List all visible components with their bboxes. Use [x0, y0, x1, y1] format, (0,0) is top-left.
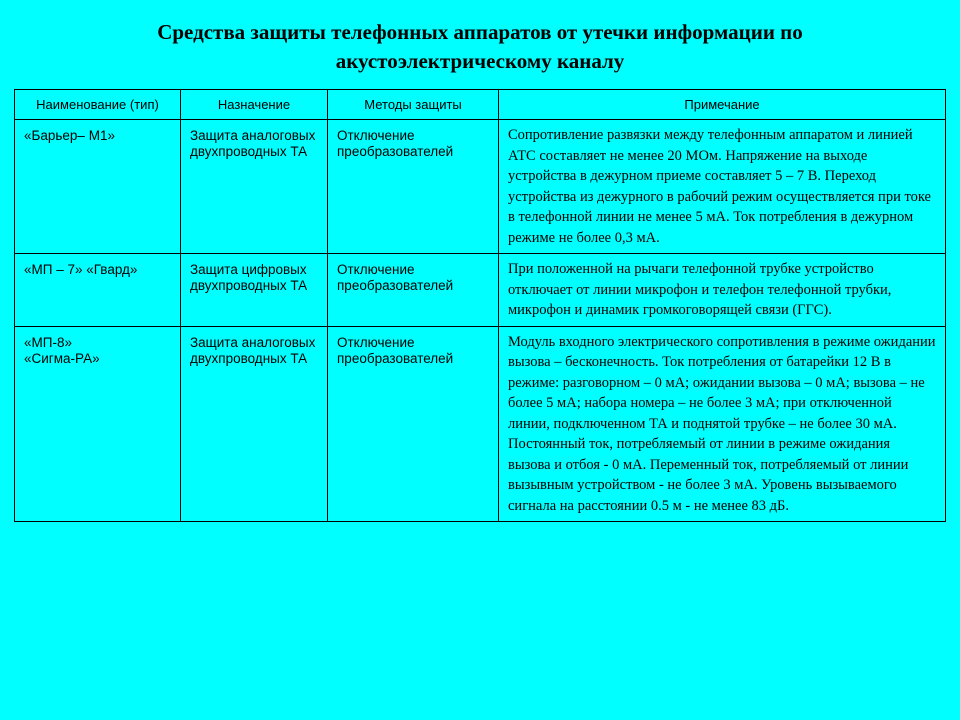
device-name: «МП-8»	[24, 334, 72, 350]
cell-name	[15, 326, 181, 522]
cell-purpose: Защита аналоговых двухпроводных ТА	[181, 326, 328, 522]
header-note: Примечание	[499, 90, 946, 120]
cell-name	[15, 120, 181, 254]
cell-method: Отключение преобразователей	[328, 254, 499, 327]
table-header-row	[15, 90, 946, 120]
device-name: «МП – 7» «Гвард»	[24, 262, 138, 277]
device-name-alt: «Сигма-РА»	[24, 350, 100, 366]
cell-purpose: Защита цифровых двухпроводных ТА	[181, 254, 328, 327]
header-method: Методы защиты	[328, 90, 499, 120]
cell-method: Отключение преобразователей	[328, 326, 499, 522]
header-name: Наименование (тип)	[15, 90, 181, 120]
cell-method: Отключение преобразователей	[328, 120, 499, 254]
header-purpose: Назначение	[181, 90, 328, 120]
cell-note: Модуль входного электрического сопротивления в режиме ожидании вызова – бесконечность. Ток потребления от батарейки 12 В в режиме: разговорном – 0 мА; ожидании вызова – 0 мА; вызова – не более 5 мА; набора номера – не более 3 мА; при отключенной линии, подключенном ТА и поднятой трубке – не более 30 мА. Постоянный ток, потребляемый от линии в режиме ожидания вызова и отбоя - 0 мА. Переменный ток, потребляемый от линии вызывным устройством - не более 3 мА. Уровень вызываемого сигнала на расстоянии 0.5 м - не менее 83 дБ.	[499, 326, 946, 522]
page-title	[0, 18, 960, 76]
title-line-1: Средства защиты телефонных аппаратов от утечки информации по	[157, 20, 803, 44]
table-row	[15, 254, 946, 327]
title-line-2: акустоэлектрическому каналу	[335, 49, 625, 73]
protection-devices-table	[14, 89, 946, 522]
cell-purpose: Защита аналоговых двухпроводных ТА	[181, 120, 328, 254]
cell-name	[15, 254, 181, 327]
device-name: «Барьер– М1»	[24, 128, 115, 143]
table-row	[15, 120, 946, 254]
cell-note: Сопротивление развязки между телефонным аппаратом и линией АТС составляет не менее 20 МОм. Напряжение на выходе устройства в дежурном приеме составляет 5 – 7 В. Переход устройства из дежурного в рабочий режим осуществляется при токе в телефонной линии не менее 5 мА. Ток потребления в дежурном режиме не более 0,3 мА.	[499, 120, 946, 254]
cell-note: При положенной на рычаги телефонной трубке устройство отключает от линии микрофон и телефон телефонной трубки, микрофон и динамик громкоговорящей связи (ГГС).	[499, 254, 946, 327]
table-row	[15, 326, 946, 522]
